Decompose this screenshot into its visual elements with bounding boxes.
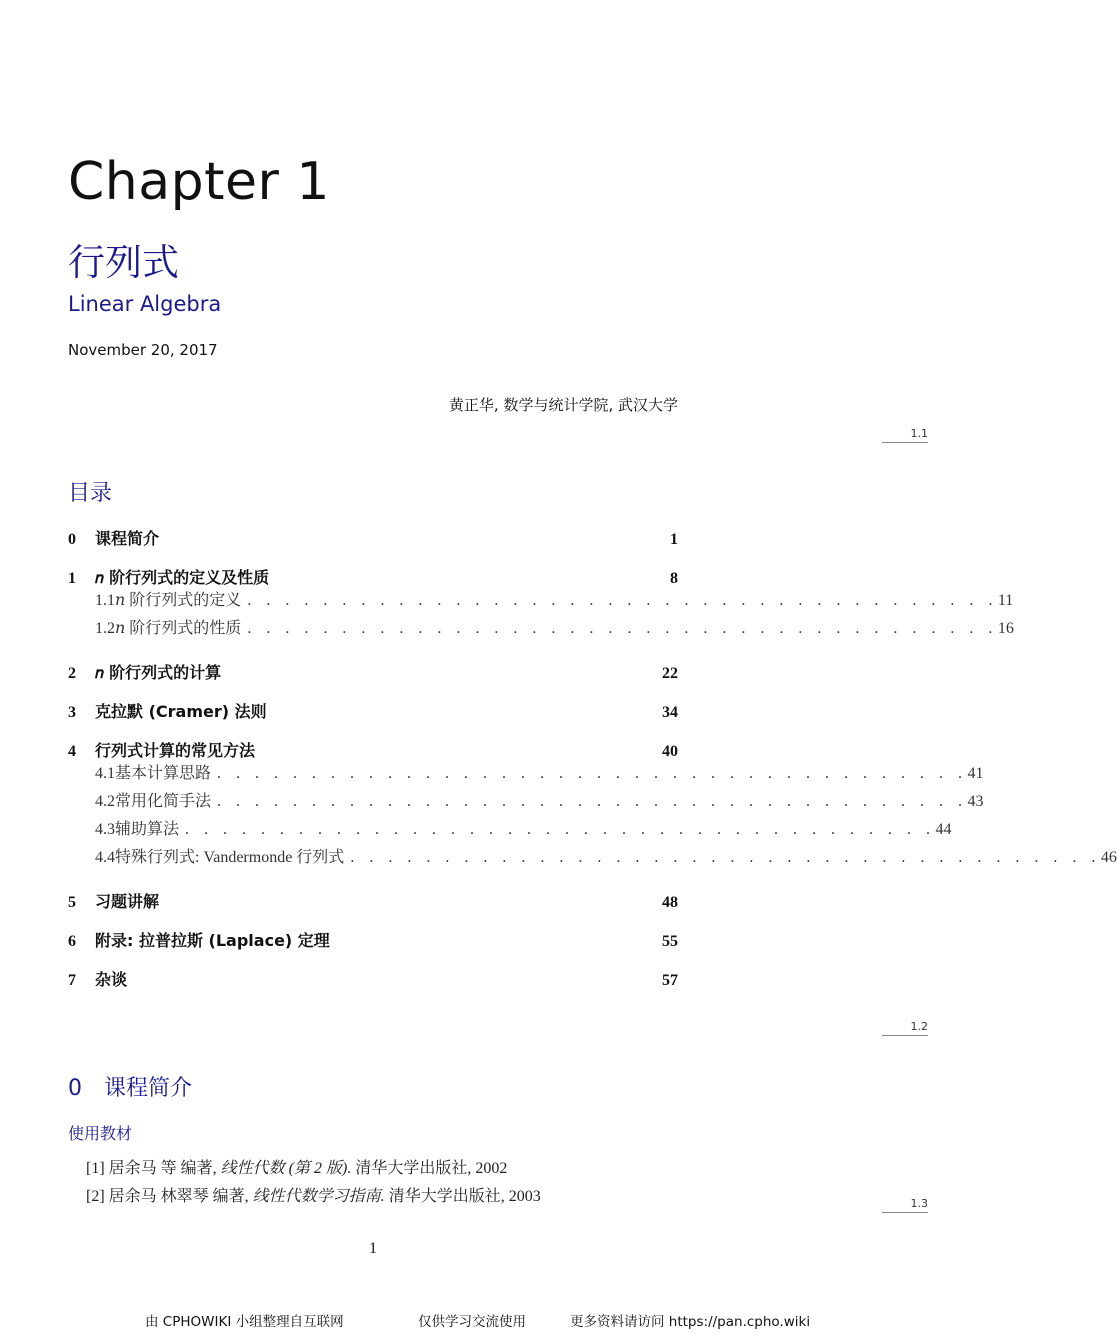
page-number: 1	[369, 1240, 377, 1257]
toc-section-title: 克拉默 (Cramer) 法则	[95, 702, 267, 721]
toc-subsection-page: 41	[967, 765, 984, 782]
section-title: 课程简介	[104, 1076, 193, 1101]
toc-subsection-page: 11	[997, 592, 1014, 609]
toc-section-title: 杂谈	[95, 970, 128, 989]
toc-section-page: 40	[662, 743, 678, 760]
toc-leader-dots: . . . . . . . . . . . . . . . . . . . . . . . . . . . . . . . . . . . . . . . .	[217, 765, 968, 782]
toc-section-number: 1	[68, 570, 76, 587]
toc-section-title: 课程简介	[95, 529, 160, 548]
bibliography-heading: 使用教材	[68, 1124, 133, 1143]
toc-subsection-page: 16	[997, 620, 1014, 637]
toc-section-page: 34	[662, 704, 678, 721]
toc-section-row[interactable]	[68, 699, 678, 721]
toc-section-title: 𝑛 阶行列式的定义及性质	[95, 568, 270, 587]
toc-section-row[interactable]	[68, 967, 678, 989]
toc-section-number: 5	[68, 894, 76, 911]
toc-leader-dots: . . . . . . . . . . . . . . . . . . . . . . . . . . . . . . . . . . . . . . . .	[350, 849, 1101, 866]
toc-leader-dots: . . . . . . . . . . . . . . . . . . . . . . . . . . . . . . . . . . . . . . . .	[247, 592, 998, 609]
toc-section-row[interactable]	[68, 565, 678, 587]
toc-subsection-row[interactable]	[95, 587, 1014, 615]
bib-entry	[86, 1183, 541, 1206]
toc-leader-dots: . . . . . . . . . . . . . . . . . . . . . . . . . . . . . . . . . . . . . . . .	[217, 793, 968, 810]
toc-section-number: 4	[68, 743, 76, 760]
toc-subsection-number: 4.4	[95, 849, 115, 866]
toc-subsection-title: 特殊行列式: Vandermonde 行列式	[115, 849, 345, 866]
footer-left: 由 CPHOWIKI 小组整理自互联网	[145, 1314, 344, 1330]
toc-subsection-page: 46	[1100, 849, 1117, 866]
toc-section-number: 0	[68, 531, 76, 548]
slide-mark: 1.1	[882, 427, 928, 443]
toc-subsection-page: 44	[935, 821, 952, 838]
chapter-title: 行列式	[68, 241, 179, 284]
toc-subsection-number: 4.3	[95, 821, 115, 838]
slide-mark: 1.3	[882, 1197, 928, 1213]
chapter-label: Chapter 1	[68, 152, 331, 212]
toc-subsection-number: 4.1	[95, 765, 115, 782]
toc-section-number: 2	[68, 665, 76, 682]
toc-subsection-number: 1.1	[95, 592, 115, 609]
bib-entry	[86, 1155, 507, 1178]
bib-publisher: 清华大学出版社, 2002	[355, 1160, 508, 1177]
footer-middle: 仅供学习交流使用	[418, 1314, 526, 1330]
toc-section-title: 附录: 拉普拉斯 (Laplace) 定理	[95, 931, 330, 950]
bib-book: 线性代数 (第 2 版).	[220, 1160, 352, 1177]
bib-publisher: 清华大学出版社, 2003	[388, 1188, 541, 1205]
toc-leader-dots: . . . . . . . . . . . . . . . . . . . . . . . . . . . . . . . . . . . . . . . .	[185, 821, 936, 838]
toc-subsection-page: 43	[967, 793, 984, 810]
footer-right: 更多资料请访问 https://pan.cpho.wiki	[570, 1314, 811, 1330]
toc-section-row[interactable]	[68, 738, 678, 760]
toc-section-page: 22	[662, 665, 678, 682]
toc-subsection-row[interactable]	[95, 615, 1014, 643]
toc-section-number: 3	[68, 704, 76, 721]
bib-label: [1]	[86, 1160, 105, 1177]
toc-section-page: 8	[670, 570, 678, 587]
toc-subsection-number: 1.2	[95, 620, 115, 637]
subtitle: Linear Algebra	[68, 292, 222, 316]
toc-section-page: 55	[662, 933, 678, 950]
toc-subsection-title: 𝑛 阶行列式的性质	[115, 620, 242, 637]
toc-section-title: 𝑛 阶行列式的计算	[95, 663, 222, 682]
toc-subsection-row[interactable]	[95, 844, 1117, 872]
toc-section-row[interactable]	[68, 660, 678, 682]
toc-subsection-title: 常用化简手法	[115, 793, 212, 810]
section-number: 0	[68, 1076, 82, 1101]
toc-title: 目录	[68, 481, 113, 506]
toc-section-number: 6	[68, 933, 76, 950]
section-heading	[68, 1071, 192, 1102]
toc-subsection-title: 𝑛 阶行列式的定义	[115, 592, 242, 609]
author: 黄正华, 数学与统计学院, 武汉大学	[448, 396, 678, 414]
slide-mark: 1.2	[882, 1020, 928, 1036]
toc-section-page: 48	[662, 894, 678, 911]
toc-section-row[interactable]	[68, 928, 678, 950]
table-of-contents	[68, 526, 1117, 989]
toc-section-row[interactable]	[68, 526, 678, 548]
toc-subsection-row[interactable]	[95, 788, 984, 816]
toc-subsection-row[interactable]	[95, 760, 984, 788]
toc-subsection-row[interactable]	[95, 816, 952, 844]
bib-label: [2]	[86, 1188, 105, 1205]
toc-section-title: 行列式计算的常见方法	[95, 741, 256, 760]
toc-section-title: 习题讲解	[95, 892, 160, 911]
toc-leader-dots: . . . . . . . . . . . . . . . . . . . . . . . . . . . . . . . . . . . . . . . .	[247, 620, 998, 637]
toc-section-page: 1	[670, 531, 678, 548]
toc-subsection-number: 4.2	[95, 793, 115, 810]
bib-authors: 居余马 等 编著,	[108, 1160, 217, 1177]
bib-authors: 居余马 林翠琴 编著,	[108, 1188, 249, 1205]
toc-section-row[interactable]	[68, 889, 678, 911]
toc-section-number: 7	[68, 972, 76, 989]
toc-subsection-title: 辅助算法	[115, 821, 180, 838]
bib-book: 线性代数学习指南.	[252, 1188, 385, 1205]
toc-subsection-title: 基本计算思路	[115, 765, 212, 782]
toc-section-page: 57	[662, 972, 678, 989]
date: November 20, 2017	[68, 341, 218, 359]
